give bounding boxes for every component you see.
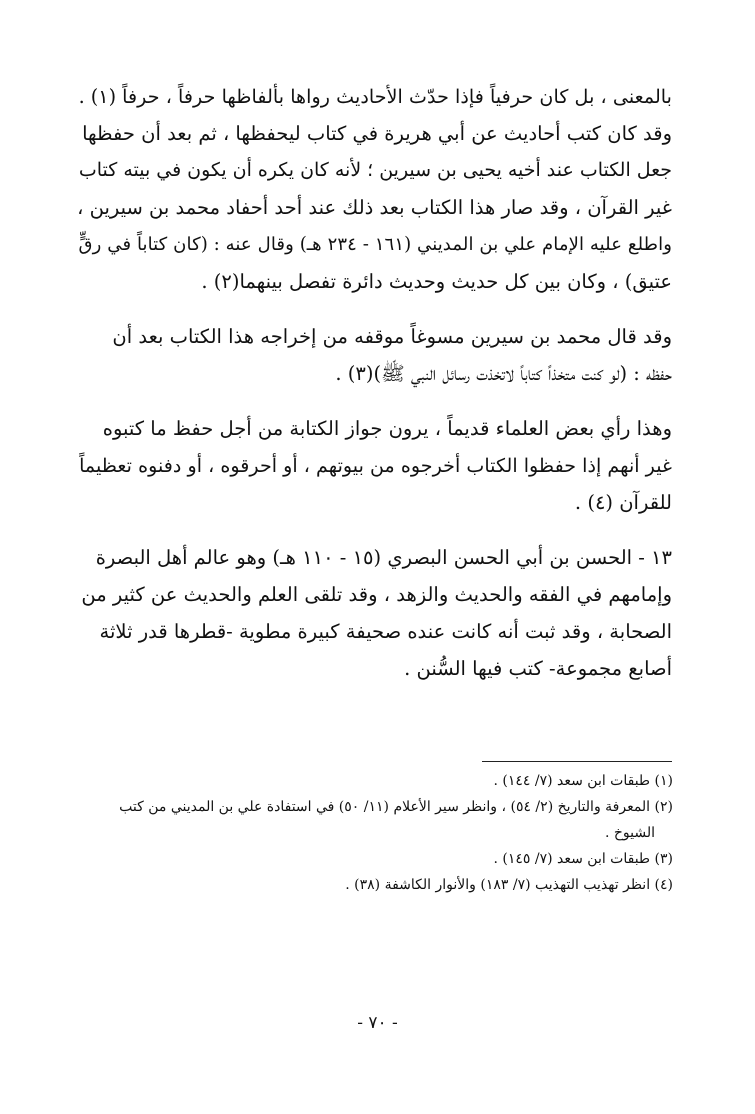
text-line: بالمعنى ، بل كان حرفياً فإذا حدّث الأحاديث رواها بألفاظها حرفاً ، حرفاً (١) .	[78, 85, 672, 108]
footnote-divider	[482, 761, 672, 762]
text-line: وهذا رأي بعض العلماء قديماً ، يرون جواز الكتابة من أجل حفظ ما كتبوه	[102, 417, 672, 440]
footnote-2-continuation: الشيوخ .	[604, 825, 655, 841]
text-line: وقد قال محمد بن سيرين مسوغاً موقفه من إخراجه هذا الكتاب بعد أن	[112, 325, 672, 348]
page-number: - ٧٠ -	[357, 1013, 398, 1033]
paragraph-4	[72, 539, 672, 687]
footnote-1: (١) طبقات ابن سعد (٧/ ١٤٤) .	[493, 773, 673, 789]
text-line: ١٣ - الحسن بن أبي الحسن البصري (١٥ - ١١٠ هـ) وهو عالم أهل البصرة	[95, 546, 672, 569]
footnote-2: (٢) المعرفة والتاريخ (٢/ ٥٤) ، وانظر سير الأعلام (١١/ ٥٠) في استفادة علي بن المديني من كتب	[119, 799, 673, 815]
text-line: واطلع عليه الإمام علي بن المديني (١٦١ - ٢٣٤ هـ) وقال عنه : (كان كتاباً في رقٍّ	[78, 234, 672, 255]
paragraph-gap	[72, 521, 672, 539]
footnote-4: (٤) انظر تهذيب التهذيب (٧/ ١٨٣) والأنوار الكاشفة (٣٨) .	[345, 877, 673, 893]
text-line: للقرآن (٤) .	[574, 491, 672, 514]
paragraph-gap	[72, 392, 672, 410]
text-line: الصحابة ، وقد ثبت أنه كانت عنده صحيفة كبيرة مطوية -قطرها قدر ثلاثة	[99, 620, 672, 643]
text-line: عتيق) ، وكان بين كل حديث وحديث دائرة تفصل بينهما(٢) .	[201, 270, 672, 293]
text-line: جعل الكتاب عند أخيه يحيى بن سيرين ؛ لأنه كان يكره أن يكون في بيته كتاب	[78, 159, 672, 181]
footnotes	[80, 768, 673, 898]
text-line: حفظه : (لو كنت متخذاً كتاباً لاتخذت رسائل النبي ﷺ)(٣) .	[335, 362, 672, 385]
paragraph-2	[72, 318, 672, 392]
main-text	[72, 78, 672, 687]
paragraph-gap	[72, 300, 672, 318]
text-line: أصابع مجموعة- كتب فيها السُّنن .	[404, 657, 672, 680]
text-line: غير أنهم إذا حفظوا الكتاب أخرجوه من بيوتهم ، أو أحرقوه ، أو دفنوه تعظيماً	[79, 454, 672, 477]
text-line: وإمامهم في الفقه والحديث والزهد ، وقد تلقى العلم والحديث عن كثير من	[81, 583, 672, 606]
text-line: وقد كان كتب أحاديث عن أبي هريرة في كتاب ليحفظها ، ثم بعد أن حفظها	[82, 122, 672, 145]
paragraph-1	[72, 78, 672, 300]
footnote-3: (٣) طبقات ابن سعد (٧/ ١٤٥) .	[493, 851, 673, 867]
text-line: غير القرآن ، وقد صار هذا الكتاب بعد ذلك عند أحد أحفاد محمد بن سيرين ،	[77, 196, 672, 219]
paragraph-3	[72, 410, 672, 521]
